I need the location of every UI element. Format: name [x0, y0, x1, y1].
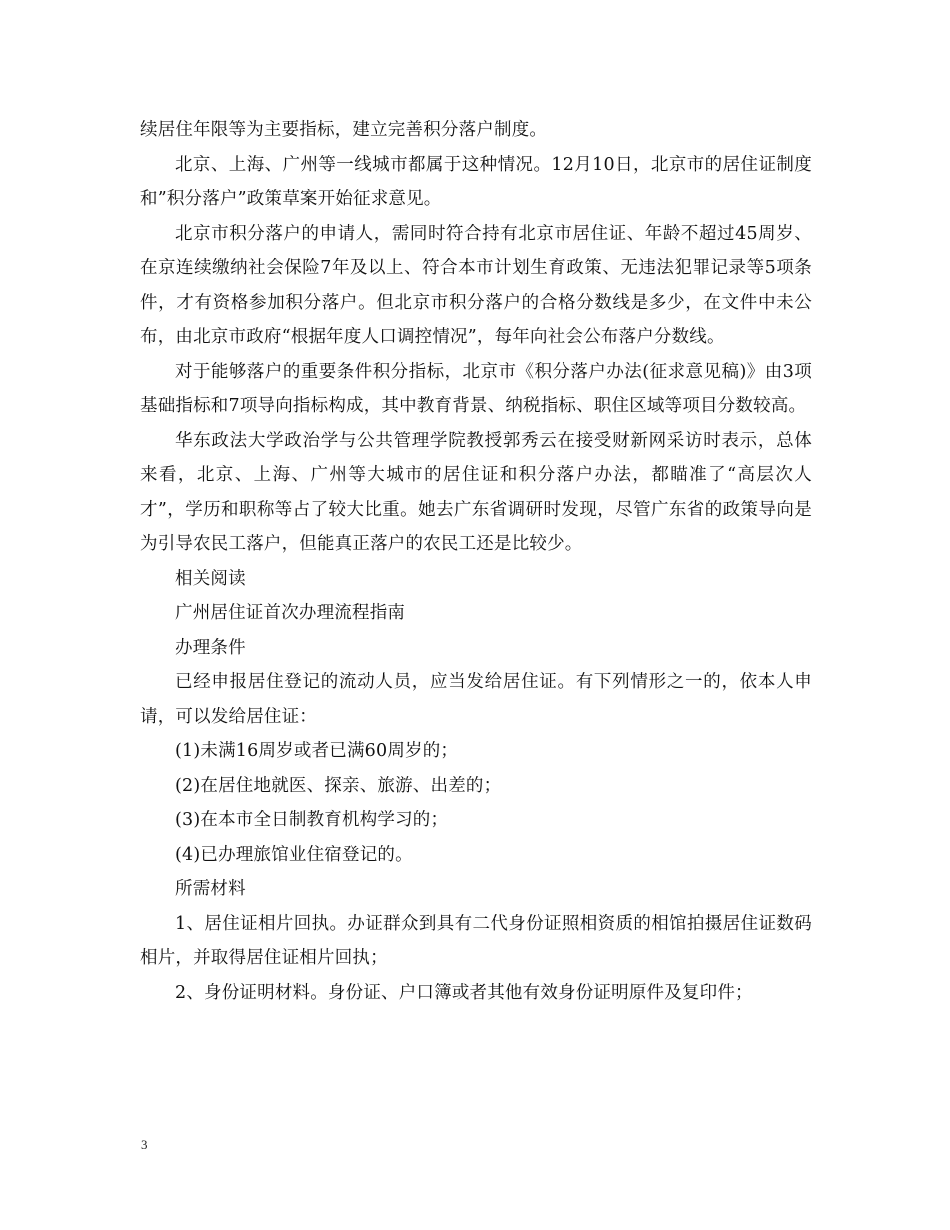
material-item-1: 1、居住证相片回执。办证群众到具有二代身份证照相资质的相馆拍摄居住证数码相片，并取得居住证相片回执；: [140, 913, 812, 968]
condition-item-2: (2)在居住地就医、探亲、旅游、出差的；: [175, 775, 502, 796]
condition-item-1: (1)未满16周岁或者已满60周岁的；: [175, 741, 459, 761]
section-heading-materials: 所需材料: [175, 879, 246, 899]
condition-item-3: (3)在本市全日制教育机构学习的；: [175, 810, 449, 830]
page-number: 3: [141, 1137, 148, 1152]
paragraph-conditions: 已经申报居住登记的流动人员，应当发给居住证。有下列情形之一的，依本人申请，可以发给居住证：: [140, 672, 812, 727]
paragraph-4: 对于能够落户的重要条件积分指标，北京市《积分落户办法(征求意见稿)》由3项基础指标和7项导向指标构成，其中教育背景、纳税指标、职住区域等项目分数较高。: [140, 361, 812, 416]
section-heading-conditions: 办理条件: [175, 637, 246, 658]
paragraph-3: 北京市积分落户的申请人，需同时符合持有北京市居住证、年龄不超过45周岁、在京连续缴纳社会保险7年及以上、符合本市计划生育政策、无违法犯罪记录等5项条件，才有资格参加积分落户。但北京市积分落户的合格分数线是多少，在文件中未公布，由北京市政府“根据年度人口调控情况”，每年向社会公布落户分数线。: [140, 223, 812, 347]
section-heading-guide-title: 广州居住证首次办理流程指南: [175, 603, 406, 623]
paragraph-5: 华东政法大学政治学与公共管理学院教授郭秀云在接受财新网采访时表示，总体来看，北京、上海、广州等大城市的居住证和积分落户办法，都瞄准了“高层次人才”，学历和职称等占了较大比重。她去广东省调研时发现，尽管广东省的政策导向是为引导农民工落户，但能真正落户的农民工还是比较少。: [140, 430, 812, 554]
document-body: [140, 113, 812, 1010]
paragraph-2: 北京、上海、广州等一线城市都属于这种情况。12月10日，北京市的居住证制度和”积分落户”政策草案开始征求意见。: [140, 154, 812, 209]
condition-item-4: (4)已办理旅馆业住宿登记的。: [175, 844, 413, 865]
paragraph-1: 续居住年限等为主要指标，建立完善积分落户制度。: [140, 120, 548, 140]
section-heading-related-reading: 相关阅读: [175, 568, 246, 589]
material-item-2: 2、身份证明材料。身份证、户口簿或者其他有效身份证明原件及复印件；: [175, 982, 753, 1003]
